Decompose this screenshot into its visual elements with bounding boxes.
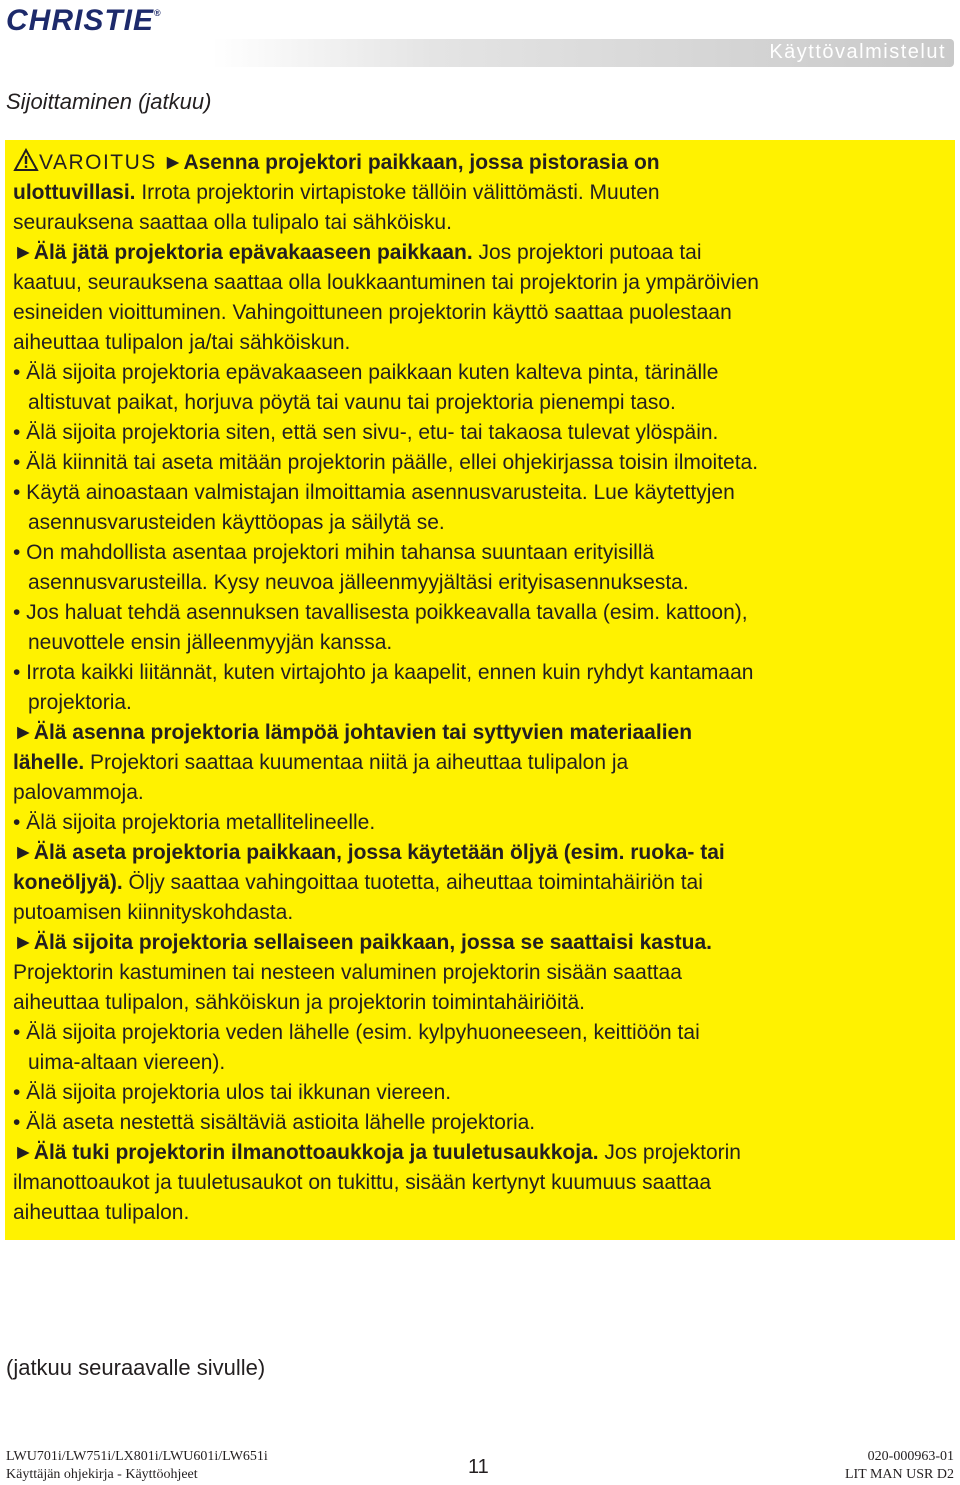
page-number: 11 bbox=[468, 1456, 489, 1478]
footer-doc-number: 020-000963-01 bbox=[867, 1449, 954, 1464]
warning-text-line: palovammoja. bbox=[13, 781, 144, 804]
bullet-item: • Älä sijoita projektoria ulos tai ikkunan viereen. bbox=[13, 1081, 452, 1104]
bullet-item-continuation: uima-altaan viereen). bbox=[28, 1051, 226, 1074]
warning-text-bold: lähelle. bbox=[13, 751, 85, 774]
arrow-icon: ► bbox=[13, 1141, 34, 1164]
bullet-item: • On mahdollista asentaa projektori mihin tahansa suuntaan erityisillä bbox=[13, 541, 655, 564]
bullet-item: • Älä sijoita projektoria siten, että sen sivu-, etu- tai takaosa tulevat ylöspäin. bbox=[13, 421, 719, 444]
bullet-item-continuation: projektoria. bbox=[28, 691, 132, 714]
bullet-item: • Älä sijoita projektoria metallitelineelle. bbox=[13, 811, 376, 834]
warning-text-bold: Älä jätä projektoria epävakaaseen paikkaan. bbox=[33, 241, 473, 264]
warning-text: Jos projektorin bbox=[598, 1141, 741, 1164]
page-subtitle: Sijoittaminen (jatkuu) bbox=[6, 89, 212, 114]
warning-label: VAROITUS bbox=[39, 151, 157, 174]
arrow-icon: ► bbox=[162, 151, 184, 174]
arrow-icon: ► bbox=[13, 931, 34, 954]
footer-right bbox=[845, 1448, 954, 1484]
bullet-item: • Älä kiinnitä tai aseta mitään projektorin päälle, ellei ohjekirjassa toisin ilmoiteta. bbox=[13, 451, 759, 474]
warning-text-line: putoamisen kiinnityskohdasta. bbox=[13, 901, 294, 924]
warning-text-line: aiheuttaa tulipalon. bbox=[13, 1201, 190, 1224]
warning-text-bold: Älä sijoita projektoria sellaiseen paikkaan, jossa se saattaisi kastua. bbox=[33, 931, 712, 954]
footer-models: LWU701i/LW751i/LX801i/LWU601i/LW651i bbox=[6, 1449, 268, 1464]
bullet-item: • Älä aseta nestettä sisältäviä astioita lähelle projektoria. bbox=[13, 1111, 536, 1134]
bullet-item: • Jos haluat tehdä asennuksen tavallisesta poikkeavalla tavalla (esim. kattoon), bbox=[13, 601, 748, 624]
warning-text-line: esineiden vioittuminen. Vahingoittuneen projektorin käyttö saattaa puolestaan bbox=[13, 301, 732, 324]
christie-logo: CHRISTIE® bbox=[6, 4, 162, 37]
warning-text-line: Projektorin kastuminen tai nesteen valuminen projektorin sisään saattaa bbox=[13, 961, 682, 984]
bullet-item-continuation: neuvottele ensin jälleenmyyjän kanssa. bbox=[28, 631, 393, 654]
warning-text-line: Asenna projektori paikkaan, jossa pistorasia on bbox=[183, 151, 660, 174]
arrow-icon: ► bbox=[13, 241, 34, 264]
warning-box bbox=[5, 140, 955, 1240]
warning-text: Irrota projektorin virtapistoke tällöin välittömästi. Muuten bbox=[135, 181, 660, 204]
footer-doc-type: LIT MAN USR D2 bbox=[844, 1467, 954, 1482]
footer-left bbox=[6, 1448, 268, 1484]
warning-text-line: aiheuttaa tulipalon ja/tai sähköiskun. bbox=[13, 331, 351, 354]
bullet-item: • Irrota kaikki liitännät, kuten virtajohto ja kaapelit, ennen kuin ryhdyt kantamaan bbox=[13, 661, 754, 684]
arrow-icon: ► bbox=[13, 721, 34, 744]
warning-text-bold: Älä aseta projektoria paikkaan, jossa käytetään öljyä (esim. ruoka- tai bbox=[33, 841, 725, 864]
warning-text-line: kaatuu, seurauksena saattaa olla loukkaantuminen tai projektorin ja ympäröivien bbox=[13, 271, 759, 294]
bullet-item-continuation: asennusvarusteiden käyttöopas ja säilytä se. bbox=[28, 511, 445, 534]
warning-text-bold: Älä tuki projektorin ilmanottoaukkoja ja tuuletusaukkoja. bbox=[33, 1141, 599, 1164]
warning-text-line: aiheuttaa tulipalon, sähköiskun ja projektorin toimintahäiriöitä. bbox=[13, 991, 586, 1014]
bullet-item: • Älä sijoita projektoria veden lähelle (esim. kylpyhuoneeseen, keittiöön tai bbox=[13, 1021, 700, 1044]
bullet-item: • Älä sijoita projektoria epävakaaseen paikkaan kuten kalteva pinta, tärinälle bbox=[13, 361, 719, 384]
warning-text-line: seurauksena saattaa olla tulipalo tai sähköisku. bbox=[13, 211, 452, 234]
warning-text: Projektori saattaa kuumentaa niitä ja aiheuttaa tulipalon ja bbox=[84, 751, 629, 774]
warning-text-bold: ulottuvillasi. bbox=[13, 181, 136, 204]
section-header-bar bbox=[212, 39, 954, 67]
bullet-item-continuation: asennusvarusteilla. Kysy neuvoa jälleenmyyjältäsi erityisasennuksesta. bbox=[28, 571, 689, 594]
warning-text-bold: koneöljyä). bbox=[13, 871, 123, 894]
warning-text: Öljy saattaa vahingoittaa tuotetta, aiheuttaa toimintahäiriön tai bbox=[122, 871, 703, 894]
warning-text-line: ilmanottoaukot ja tuuletusaukot on tukittu, sisään kertynyt kuumuus saattaa bbox=[13, 1171, 712, 1194]
footer-manual-title: Käyttäjän ohjekirja - Käyttöohjeet bbox=[6, 1467, 198, 1482]
bullet-item-continuation: altistuvat paikat, horjuva pöytä tai vaunu tai projektoria pienempi taso. bbox=[28, 391, 676, 414]
bullet-item: • Käytä ainoastaan valmistajan ilmoittamia asennusvarusteita. Lue käytettyjen bbox=[13, 481, 735, 504]
warning-triangle-icon bbox=[13, 148, 39, 172]
warning-text-bold: Älä asenna projektoria lämpöä johtavien tai syttyvien materiaalien bbox=[33, 721, 693, 744]
warning-text: Jos projektori putoaa tai bbox=[472, 241, 702, 264]
arrow-icon: ► bbox=[13, 841, 34, 864]
section-title: Käyttövalmistelut bbox=[769, 41, 946, 63]
continued-note: (jatkuu seuraavalle sivulle) bbox=[6, 1355, 266, 1380]
